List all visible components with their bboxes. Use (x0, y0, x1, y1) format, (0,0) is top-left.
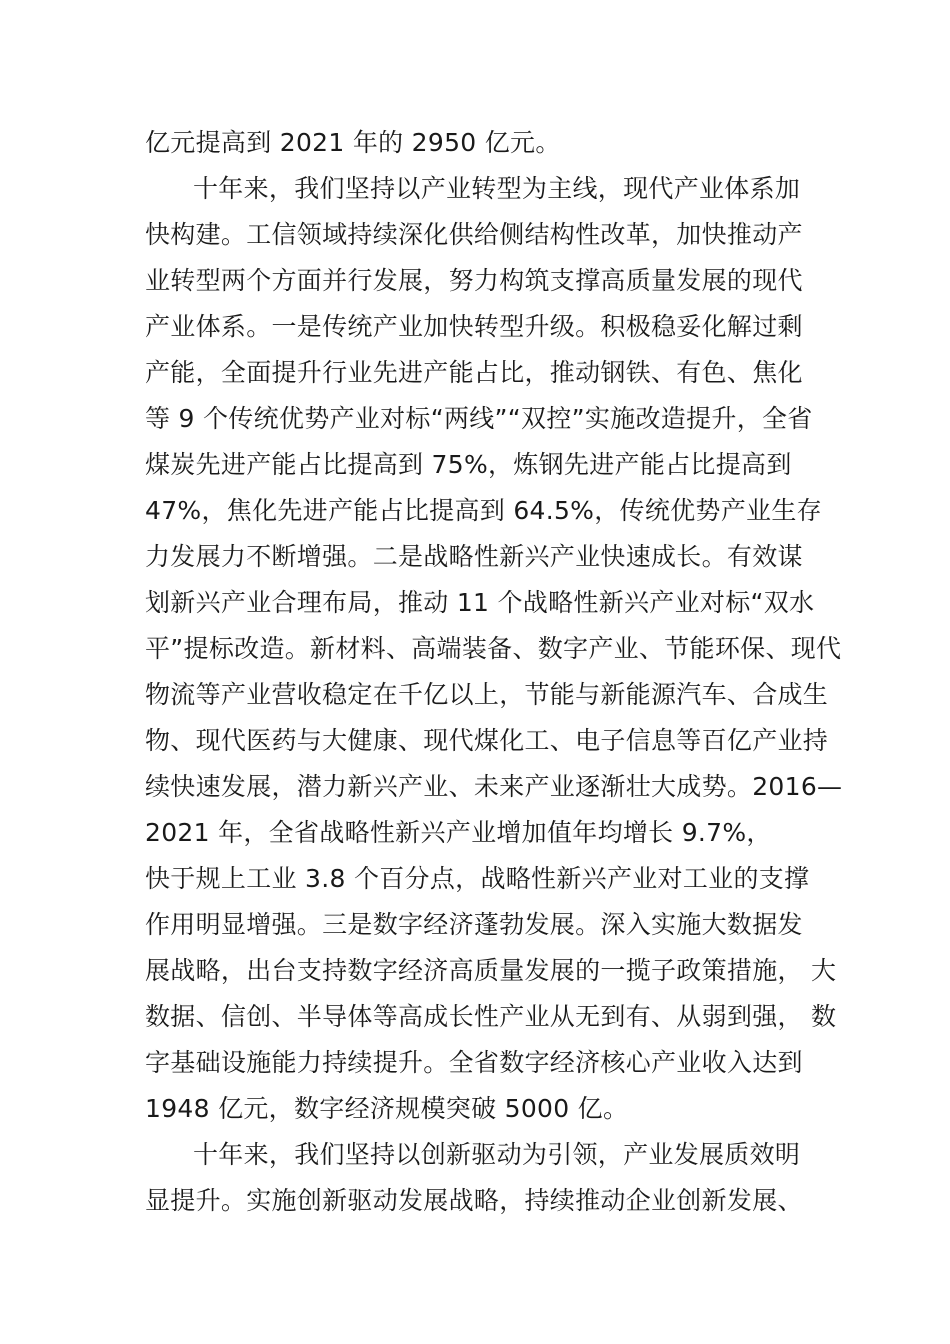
text-line: 划新兴产业合理布局，推动 11 个战略性新兴产业对标“双水 (145, 588, 815, 617)
text-line: 字基础设施能力持续提升。全省数字经济核心产业收入达到 (145, 1048, 803, 1077)
text-line: 1948 亿元，数字经济规模突破 5000 亿。 (145, 1094, 629, 1123)
text-line: 2021 年，全省战略性新兴产业增加值年均增长 9.7%， (145, 818, 772, 847)
paragraph-start-line: 十年来，我们坚持以创新驱动为引领，产业发展质效明 (193, 1140, 801, 1169)
text-line: 续快速发展，潜力新兴产业、未来产业逐渐壮大成势。2016— (145, 772, 843, 801)
text-line: 业转型两个方面并行发展，努力构筑支撑高质量发展的现代 (145, 266, 803, 295)
text-line: 快构建。工信领域持续深化供给侧结构性改革，加快推动产 (145, 220, 803, 249)
text-line: 产能，全面提升行业先进产能占比，推动钢铁、有色、焦化 (145, 358, 803, 387)
text-line: 展战略，出台支持数字经济高质量发展的一揽子政策措施， 大 (145, 956, 837, 985)
text-line: 数据、信创、半导体等高成长性产业从无到有、从弱到强， 数 (145, 1002, 837, 1031)
text-line: 亿元提高到 2021 年的 2950 亿元。 (145, 128, 561, 157)
text-line: 煤炭先进产能占比提高到 75%，炼钢先进产能占比提高到 (145, 450, 792, 479)
text-line: 力发展力不断增强。二是战略性新兴产业快速成长。有效谋 (145, 542, 803, 571)
text-line: 产业体系。一是传统产业加快转型升级。积极稳妥化解过剩 (145, 312, 803, 341)
text-line: 47%，焦化先进产能占比提高到 64.5%，传统优势产业生存 (145, 496, 822, 525)
paragraph-start-line: 十年来，我们坚持以产业转型为主线，现代产业体系加 (193, 174, 801, 203)
text-line: 等 9 个传统优势产业对标“两线”“双控”实施改造提升，全省 (145, 404, 813, 433)
text-line: 物流等产业营收稳定在千亿以上，节能与新能源汽车、合成生 (145, 680, 829, 709)
text-line: 显提升。实施创新驱动发展战略，持续推动企业创新发展、 (145, 1186, 803, 1215)
text-line: 作用明显增强。三是数字经济蓬勃发展。深入实施大数据发 (145, 910, 803, 939)
text-line: 物、现代医药与大健康、现代煤化工、电子信息等百亿产业持 (145, 726, 829, 755)
text-line: 快于规上工业 3.8 个百分点，战略性新兴产业对工业的支撑 (145, 864, 810, 893)
text-line: 平”提标改造。新材料、高端装备、数字产业、节能环保、现代 (145, 634, 842, 663)
